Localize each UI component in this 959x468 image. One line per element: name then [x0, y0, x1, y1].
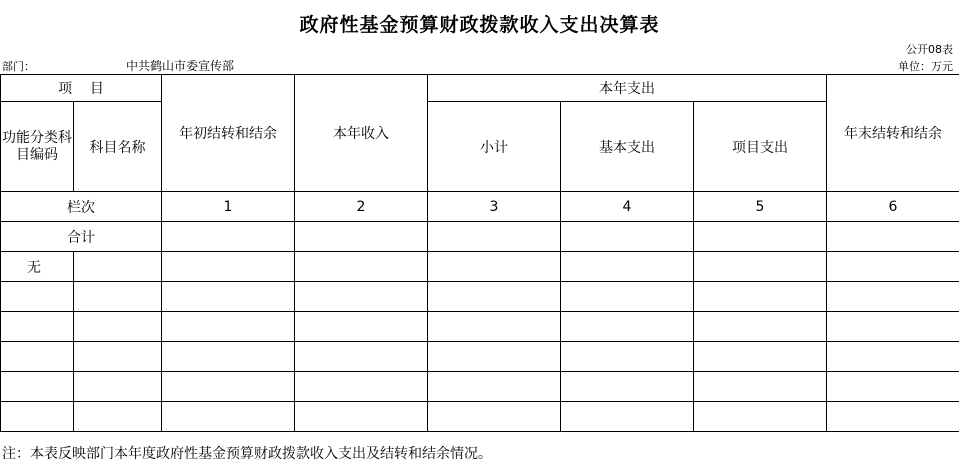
- table-cell: [295, 402, 428, 432]
- table-cell: [694, 342, 827, 372]
- table-cell: [694, 282, 827, 312]
- column-index-cell: 4: [561, 192, 694, 222]
- header-basic: 基本支出: [561, 102, 694, 192]
- column-index-cell: 2: [295, 192, 428, 222]
- table-cell: [162, 312, 295, 342]
- table-cell: [561, 372, 694, 402]
- table-cell: [1, 282, 74, 312]
- header-subject-name: 科目名称: [74, 102, 162, 192]
- table-cell: [428, 402, 561, 432]
- table-cell: [561, 252, 694, 282]
- table-cell: [561, 222, 694, 252]
- table-cell: [827, 282, 959, 312]
- table-cell: [827, 312, 959, 342]
- report-title: 政府性基金预算财政拨款收入支出决算表: [299, 14, 660, 36]
- table-row: [1, 282, 959, 312]
- table-cell: [1, 372, 74, 402]
- table-cell: [74, 342, 162, 372]
- table-cell: [74, 402, 162, 432]
- table-row: [1, 312, 959, 342]
- table-cell: [162, 372, 295, 402]
- table-cell: [295, 222, 428, 252]
- footnote: 注：本表反映部门本年度政府性基金预算财政拨款收入支出及结转和结余情况。: [2, 446, 492, 462]
- table-cell: [694, 312, 827, 342]
- table-cell: [1, 342, 74, 372]
- total-label: 合计: [1, 222, 162, 252]
- department-label: 部门：: [2, 60, 35, 73]
- table-row: [1, 372, 959, 402]
- header-row-1: [1, 75, 959, 102]
- table-cell: [561, 282, 694, 312]
- header-func-code: 功能分类科目编码: [1, 102, 74, 192]
- table-row: [1, 252, 959, 282]
- table-cell: [428, 252, 561, 282]
- none-label: 无: [1, 252, 74, 282]
- table-cell: [428, 282, 561, 312]
- total-row: [1, 222, 959, 252]
- column-index-cell: 6: [827, 192, 959, 222]
- table-cell: [561, 342, 694, 372]
- header-income: 本年收入: [295, 75, 428, 192]
- table-cell: [74, 282, 162, 312]
- header-subtotal: 小计: [428, 102, 561, 192]
- department-name: 中共鹤山市委宣传部: [126, 59, 235, 73]
- table-cell: [162, 402, 295, 432]
- header-project: 项目支出: [694, 102, 827, 192]
- table-cell: [74, 312, 162, 342]
- header-item: 项 目: [1, 75, 162, 102]
- table-cell: [295, 282, 428, 312]
- table-cell: [428, 342, 561, 372]
- budget-table: [0, 74, 959, 432]
- table-cell: [694, 402, 827, 432]
- table-cell: [561, 312, 694, 342]
- table-cell: [428, 312, 561, 342]
- table-cell: [694, 252, 827, 282]
- table-cell: [162, 252, 295, 282]
- table-cell: [827, 402, 959, 432]
- form-code: 公开08表: [906, 43, 953, 56]
- table-cell: [428, 372, 561, 402]
- header-expense-group: 本年支出: [428, 75, 827, 102]
- header-end-balance: 年末结转和结余: [827, 75, 959, 192]
- column-index-cell: 5: [694, 192, 827, 222]
- table-cell: [295, 372, 428, 402]
- column-index-cell: 1: [162, 192, 295, 222]
- table-cell: [827, 252, 959, 282]
- table-cell: [827, 342, 959, 372]
- table-cell: [295, 342, 428, 372]
- table-cell: [295, 312, 428, 342]
- table-cell: [74, 372, 162, 402]
- column-index-cell: 3: [428, 192, 561, 222]
- table-cell: [827, 372, 959, 402]
- table-cell: [162, 222, 295, 252]
- unit-label: 单位：万元: [898, 60, 953, 73]
- column-index-label: 栏次: [1, 192, 162, 222]
- header-row-2: [1, 102, 959, 192]
- table-cell: [74, 252, 162, 282]
- table-cell: [1, 402, 74, 432]
- table-row: [1, 342, 959, 372]
- table-cell: [295, 252, 428, 282]
- table-cell: [561, 402, 694, 432]
- table-row: [1, 402, 959, 432]
- header-begin-balance: 年初结转和结余: [162, 75, 295, 192]
- table-cell: [1, 312, 74, 342]
- table-cell: [428, 222, 561, 252]
- column-index-row: [1, 192, 959, 222]
- table-cell: [694, 372, 827, 402]
- table-cell: [827, 222, 959, 252]
- table-cell: [162, 342, 295, 372]
- table-cell: [162, 282, 295, 312]
- table-cell: [694, 222, 827, 252]
